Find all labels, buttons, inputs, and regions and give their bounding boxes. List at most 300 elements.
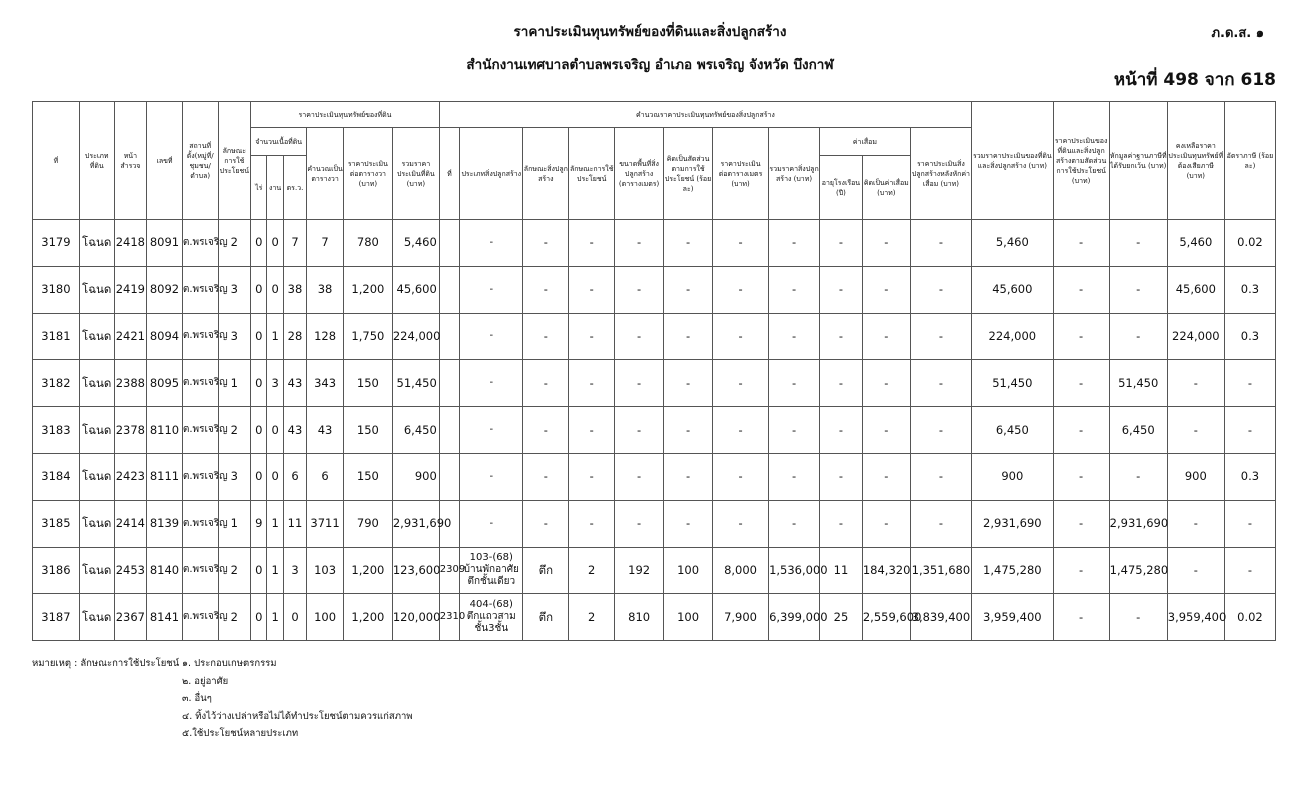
cell-land-use: 3 [218,453,251,500]
cell-b-type: - [460,313,523,360]
cell-exemption: - [1109,266,1167,313]
cell-grand-total: 224,000 [972,313,1054,360]
cell-land-type: โฉนด [79,500,114,547]
cell-land-total: 900 [392,453,439,500]
cell-sq-wa: 3711 [307,500,344,547]
cell-b-type: - [460,453,523,500]
header-group-land: ราคาประเมินทุนทรัพย์ของที่ดิน [251,102,440,128]
cell-proportion: - [1053,594,1109,641]
cell-ngan: 0 [267,266,283,313]
cell-taxable: - [1167,547,1224,594]
header-group-area: จำนวนเนื้อที่ดิน [251,128,307,156]
cell-b-use: - [569,313,615,360]
cell-location: ต.พรเจริญ [182,313,218,360]
cell-b-after-dep: - [910,407,971,454]
header-b-type: ประเภทสิ่งปลูกสร้าง [460,128,523,220]
cell-doc-no: 8139 [147,500,183,547]
cell-b-type: 103-(68) บ้านพักอาศัยตึกชั้นเดียว [460,547,523,594]
cell-rai: 0 [251,407,267,454]
header-price-per-wa: ราคาประเมินต่อตารางวา (บาท) [343,128,392,220]
cell-location: ต.พรเจริญ [182,266,218,313]
cell-sq-wa: 6 [307,453,344,500]
cell-no: 3180 [33,266,80,313]
header-grand-total: รวมราคาประเมินของที่ดินและสิ่งปลูกสร้าง (บาท) [972,102,1054,220]
cell-proportion: - [1053,407,1109,454]
cell-location: ต.พรเจริญ [182,500,218,547]
cell-sq-wa: 100 [307,594,344,641]
cell-b-total: - [769,313,820,360]
cell-land-use: 3 [218,266,251,313]
notes-line-3 [32,690,413,708]
notes-line-5 [32,725,413,743]
cell-b-price-sqm: - [713,360,769,407]
cell-ngan: 0 [267,453,283,500]
cell-b-age: - [820,500,863,547]
cell-grand-total: 900 [972,453,1054,500]
header-land-use: ลักษณะการใช้ประโยชน์ [218,102,251,220]
cell-price-per-wa: 150 [343,453,392,500]
cell-price-per-wa: 150 [343,407,392,454]
cell-exemption: 1,475,280 [1109,547,1167,594]
document-title: ราคาประเมินทุนทรัพย์ของที่ดินและสิ่งปลูกสร้าง [513,24,787,40]
cell-b-type: - [460,220,523,267]
cell-taxable: - [1167,500,1224,547]
cell-taxable: 224,000 [1167,313,1224,360]
cell-tax-rate: 0.3 [1224,453,1275,500]
cell-b-total: - [769,220,820,267]
note-item: ๒. อยู่อาศัย [182,675,229,687]
cell-b-type: - [460,266,523,313]
header-taxable: คงเหลือราคาประเมินทุนทรัพย์ที่ต้องเสียภาษี (บาท) [1167,102,1224,220]
cell-land-type: โฉนด [79,594,114,641]
note-item: ๔. ทิ้งไว้ว่างเปล่าหรือไม่ได้ทำประโยชน์ตามควรแก่สภาพ [182,710,413,722]
cell-land-total: 6,450 [392,407,439,454]
table-row [33,500,1276,547]
cell-price-per-wa: 780 [343,220,392,267]
cell-b-size: - [615,453,664,500]
cell-b-dep: - [862,500,910,547]
cell-location: ต.พรเจริญ [182,594,218,641]
cell-rai: 0 [251,453,267,500]
cell-grand-total: 2,931,690 [972,500,1054,547]
header-b-use: ลักษณะการใช้ประโยชน์ [569,128,615,220]
cell-doc-no: 8095 [147,360,183,407]
cell-proportion: - [1053,500,1109,547]
cell-land-total: 45,600 [392,266,439,313]
cell-no: 3187 [33,594,80,641]
cell-land-type: โฉนด [79,360,114,407]
cell-grand-total: 1,475,280 [972,547,1054,594]
cell-b-price-sqm: - [713,453,769,500]
cell-price-per-wa: 150 [343,360,392,407]
header-wa: ตร.ว. [283,156,306,220]
cell-doc-no: 8110 [147,407,183,454]
cell-b-total: 1,536,000 [769,547,820,594]
header-sq-wa: คำนวณเป็นตารางวา [307,128,344,220]
cell-b-use: 2 [569,547,615,594]
cell-wa: 43 [283,360,306,407]
cell-exemption: - [1109,453,1167,500]
cell-price-per-wa: 1,200 [343,547,392,594]
cell-b-use: - [569,407,615,454]
notes-line-1 [32,655,413,673]
header-proportion: ราคาประเมินของที่ดินและสิ่งปลูกสร้างตามสัดส่วนการใช้ประโยชน์ (บาท) [1053,102,1109,220]
notes-line-4 [32,708,413,726]
notes-label: หมายเหตุ : ลักษณะการใช้ประโยชน์ [32,658,180,669]
cell-tax-rate: - [1224,547,1275,594]
table-row [33,360,1276,407]
cell-survey-page: 2418 [114,220,147,267]
cell-b-ratio: - [664,220,713,267]
cell-proportion: - [1053,220,1109,267]
cell-grand-total: 51,450 [972,360,1054,407]
cell-wa: 11 [283,500,306,547]
note-item: ๓. อื่นๆ [182,693,212,704]
cell-wa: 7 [283,220,306,267]
cell-b-price-sqm: 8,000 [713,547,769,594]
cell-location: ต.พรเจริญ [182,220,218,267]
cell-b-dep: - [862,220,910,267]
cell-land-total: 224,000 [392,313,439,360]
cell-doc-no: 8091 [147,220,183,267]
notes [32,655,413,743]
form-code: ภ.ด.ส. ๑ [1211,26,1264,41]
cell-land-use: 3 [218,313,251,360]
cell-tax-rate: 0.3 [1224,266,1275,313]
cell-price-per-wa: 1,200 [343,266,392,313]
cell-b-kind: - [523,360,569,407]
cell-b-no [439,313,459,360]
cell-survey-page: 2367 [114,594,147,641]
cell-b-kind: - [523,500,569,547]
cell-b-kind: - [523,220,569,267]
cell-no: 3179 [33,220,80,267]
cell-taxable: 900 [1167,453,1224,500]
cell-b-kind: - [523,266,569,313]
cell-land-use: 2 [218,594,251,641]
cell-b-no [439,407,459,454]
cell-b-use: - [569,500,615,547]
cell-tax-rate: 0.02 [1224,220,1275,267]
cell-taxable: 5,460 [1167,220,1224,267]
cell-b-size: 810 [615,594,664,641]
cell-land-type: โฉนด [79,453,114,500]
cell-b-age: 11 [820,547,863,594]
assessment-table [32,101,1276,641]
cell-proportion: - [1053,266,1109,313]
cell-b-total: - [769,407,820,454]
cell-ngan: 0 [267,220,283,267]
cell-b-size: - [615,500,664,547]
cell-b-age: - [820,407,863,454]
cell-b-kind: ตึก [523,547,569,594]
cell-b-no [439,360,459,407]
header-b-kind: ลักษณะสิ่งปลูกสร้าง [523,128,569,220]
cell-sq-wa: 343 [307,360,344,407]
header-location: สถานที่ตั้ง(หมู่ที่/ชุมชน/ตำบล) [182,102,218,220]
cell-b-after-dep: 1,351,680 [910,547,971,594]
cell-sq-wa: 103 [307,547,344,594]
cell-b-age: - [820,360,863,407]
cell-tax-rate: - [1224,407,1275,454]
cell-b-size: - [615,220,664,267]
cell-tax-rate: - [1224,500,1275,547]
cell-price-per-wa: 1,750 [343,313,392,360]
cell-no: 3182 [33,360,80,407]
cell-ngan: 1 [267,313,283,360]
cell-b-price-sqm: 7,900 [713,594,769,641]
cell-price-per-wa: 1,200 [343,594,392,641]
cell-exemption: 51,450 [1109,360,1167,407]
cell-no: 3181 [33,313,80,360]
cell-land-total: 120,000 [392,594,439,641]
cell-b-no [439,266,459,313]
note-item: ๕.ใช้ประโยชน์หลายประเภท [182,728,299,739]
cell-doc-no: 8111 [147,453,183,500]
cell-location: ต.พรเจริญ [182,453,218,500]
cell-land-type: โฉนด [79,220,114,267]
cell-tax-rate: 0.3 [1224,313,1275,360]
cell-proportion: - [1053,360,1109,407]
header-b-ratio: คิดเป็นสัดส่วนตามการใช้ประโยชน์ (ร้อยละ) [664,128,713,220]
cell-ngan: 0 [267,407,283,454]
cell-b-type: - [460,500,523,547]
table-body [33,220,1276,641]
cell-survey-page: 2388 [114,360,147,407]
cell-land-use: 1 [218,500,251,547]
cell-b-size: - [615,360,664,407]
cell-b-total: - [769,453,820,500]
table-row [33,266,1276,313]
cell-b-age: - [820,453,863,500]
cell-land-total: 2,931,690 [392,500,439,547]
cell-proportion: - [1053,453,1109,500]
header-exemption: หักมูลค่าฐานภาษีที่ได้รับยกเว้น (บาท) [1109,102,1167,220]
cell-b-after-dep: - [910,313,971,360]
cell-grand-total: 6,450 [972,407,1054,454]
cell-land-total: 5,460 [392,220,439,267]
cell-ngan: 3 [267,360,283,407]
cell-b-dep: - [862,453,910,500]
cell-rai: 0 [251,594,267,641]
cell-b-after-dep: - [910,220,971,267]
cell-b-ratio: - [664,500,713,547]
cell-b-price-sqm: - [713,500,769,547]
cell-location: ต.พรเจริญ [182,547,218,594]
cell-doc-no: 8141 [147,594,183,641]
cell-taxable: 45,600 [1167,266,1224,313]
header-group-depreciation: ค่าเสื่อม [820,128,911,156]
cell-rai: 0 [251,266,267,313]
cell-tax-rate: 0.02 [1224,594,1275,641]
cell-grand-total: 45,600 [972,266,1054,313]
cell-b-total: - [769,266,820,313]
cell-b-price-sqm: - [713,220,769,267]
cell-taxable: - [1167,407,1224,454]
cell-b-price-sqm: - [713,266,769,313]
cell-b-use: - [569,453,615,500]
cell-land-use: 2 [218,220,251,267]
cell-b-ratio: - [664,266,713,313]
cell-taxable: 3,959,400 [1167,594,1224,641]
cell-land-use: 1 [218,360,251,407]
cell-b-ratio: 100 [664,594,713,641]
table-row [33,407,1276,454]
cell-b-dep: - [862,266,910,313]
cell-land-type: โฉนด [79,407,114,454]
cell-land-total: 123,600 [392,547,439,594]
header-ngan: งาน [267,156,283,220]
cell-rai: 0 [251,547,267,594]
cell-sq-wa: 7 [307,220,344,267]
cell-b-dep: - [862,407,910,454]
cell-b-kind: - [523,453,569,500]
cell-exemption: - [1109,220,1167,267]
cell-sq-wa: 128 [307,313,344,360]
cell-survey-page: 2453 [114,547,147,594]
cell-grand-total: 5,460 [972,220,1054,267]
table-row [33,594,1276,641]
note-item: ๑. ประกอบเกษตรกรรม [182,658,277,669]
cell-survey-page: 2419 [114,266,147,313]
header-b-age: อายุโรงเรือน (ปี) [820,156,863,220]
cell-b-size: - [615,407,664,454]
cell-b-total: - [769,360,820,407]
cell-wa: 43 [283,407,306,454]
cell-b-use: - [569,360,615,407]
cell-b-after-dep: - [910,360,971,407]
cell-b-kind: - [523,313,569,360]
header-b-after-dep: ราคาประเมินสิ่งปลูกสร้างหลังหักค่าเสื่อม (บาท) [910,128,971,220]
cell-b-dep: 184,320 [862,547,910,594]
cell-b-type: 404-(68) ตึกแถวสามชั้น3ชั้น [460,594,523,641]
cell-land-use: 2 [218,547,251,594]
cell-sq-wa: 38 [307,266,344,313]
cell-ngan: 1 [267,547,283,594]
cell-location: ต.พรเจริญ [182,360,218,407]
cell-exemption: 6,450 [1109,407,1167,454]
cell-land-type: โฉนด [79,313,114,360]
cell-rai: 9 [251,500,267,547]
header-b-total: รวมราคาสิ่งปลูกสร้าง (บาท) [769,128,820,220]
cell-exemption: 2,931,690 [1109,500,1167,547]
cell-ngan: 1 [267,594,283,641]
cell-sq-wa: 43 [307,407,344,454]
table-row [33,453,1276,500]
cell-b-use: 2 [569,594,615,641]
cell-no: 3184 [33,453,80,500]
cell-b-age: - [820,313,863,360]
cell-b-total: 6,399,000 [769,594,820,641]
header-land-type: ประเภทที่ดิน [79,102,114,220]
header-b-no: ที่ [439,128,459,220]
cell-b-total: - [769,500,820,547]
cell-doc-no: 8092 [147,266,183,313]
table-row [33,313,1276,360]
cell-b-ratio: - [664,407,713,454]
cell-b-size: - [615,313,664,360]
cell-price-per-wa: 790 [343,500,392,547]
cell-doc-no: 8094 [147,313,183,360]
cell-location: ต.พรเจริญ [182,407,218,454]
cell-survey-page: 2421 [114,313,147,360]
cell-survey-page: 2414 [114,500,147,547]
cell-taxable: - [1167,360,1224,407]
cell-b-age: 25 [820,594,863,641]
cell-rai: 0 [251,313,267,360]
cell-b-ratio: - [664,453,713,500]
cell-b-kind: - [523,407,569,454]
cell-b-after-dep: 3,839,400 [910,594,971,641]
cell-no: 3185 [33,500,80,547]
cell-rai: 0 [251,360,267,407]
cell-proportion: - [1053,547,1109,594]
header-b-dep: คิดเป็นค่าเสื่อม (บาท) [862,156,910,220]
cell-b-no: 2310 [439,594,459,641]
cell-b-type: - [460,360,523,407]
cell-b-kind: ตึก [523,594,569,641]
notes-line-2 [32,673,413,691]
cell-land-total: 51,450 [392,360,439,407]
cell-rai: 0 [251,220,267,267]
cell-b-use: - [569,266,615,313]
cell-wa: 3 [283,547,306,594]
office-name: สำนักงานเทศบาลตำบลพรเจริญ อำเภอ พรเจริญ จังหวัด บึงกาฬ [466,57,834,73]
header-b-size: ขนาดพื้นที่สิ่งปลูกสร้าง (ตารางเมตร) [615,128,664,220]
header-land-total: รวมราคาประเมินที่ดิน (บาท) [392,128,439,220]
cell-wa: 0 [283,594,306,641]
cell-no: 3183 [33,407,80,454]
cell-b-price-sqm: - [713,407,769,454]
cell-b-after-dep: - [910,266,971,313]
cell-tax-rate: - [1224,360,1275,407]
header-tax-rate: อัตราภาษี (ร้อยละ) [1224,102,1275,220]
table-row [33,220,1276,267]
cell-wa: 38 [283,266,306,313]
cell-doc-no: 8140 [147,547,183,594]
cell-b-no [439,220,459,267]
cell-grand-total: 3,959,400 [972,594,1054,641]
cell-wa: 28 [283,313,306,360]
cell-no: 3186 [33,547,80,594]
cell-b-ratio: - [664,313,713,360]
page-info: หน้าที่ 498 จาก 618 [1113,70,1276,90]
cell-b-no: 2309 [439,547,459,594]
cell-exemption: - [1109,594,1167,641]
cell-b-ratio: - [664,360,713,407]
cell-wa: 6 [283,453,306,500]
cell-exemption: - [1109,313,1167,360]
cell-ngan: 1 [267,500,283,547]
cell-b-age: - [820,220,863,267]
cell-b-ratio: 100 [664,547,713,594]
cell-survey-page: 2423 [114,453,147,500]
header-b-price-sqm: ราคาประเมินต่อตารางเมตร (บาท) [713,128,769,220]
cell-proportion: - [1053,313,1109,360]
cell-b-size: - [615,266,664,313]
cell-b-price-sqm: - [713,313,769,360]
cell-b-dep: 2,559,600 [862,594,910,641]
header-doc-no: เลขที่ [147,102,183,220]
cell-survey-page: 2378 [114,407,147,454]
cell-b-age: - [820,266,863,313]
cell-b-no [439,453,459,500]
cell-b-after-dep: - [910,453,971,500]
cell-b-after-dep: - [910,500,971,547]
cell-b-use: - [569,220,615,267]
cell-land-use: 2 [218,407,251,454]
cell-land-type: โฉนด [79,547,114,594]
